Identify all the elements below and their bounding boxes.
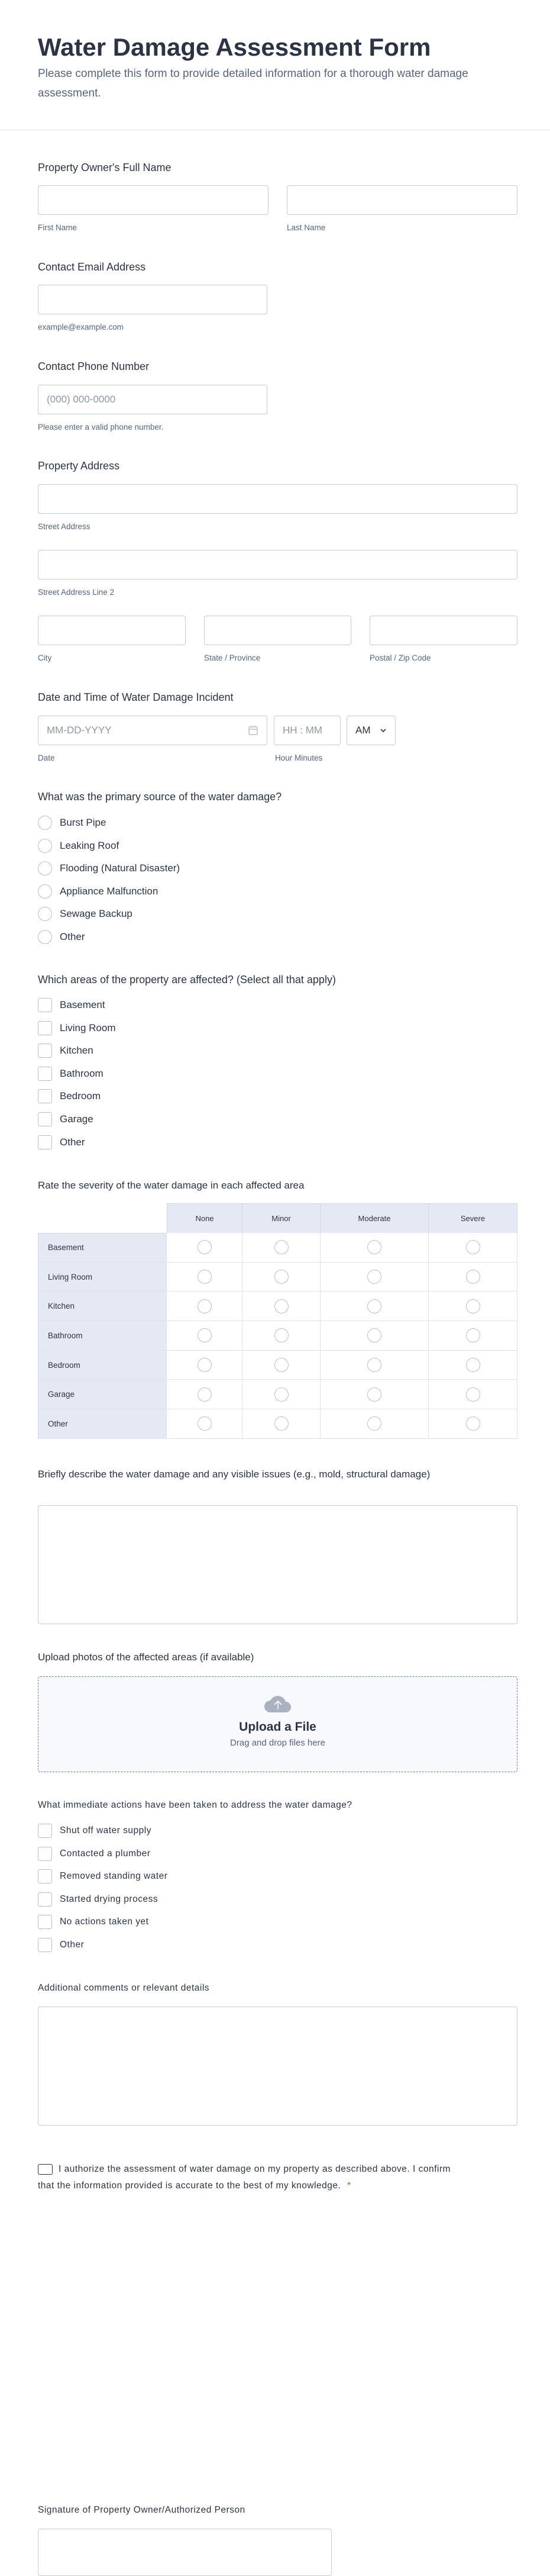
- full-name-label: Property Owner's Full Name: [38, 162, 172, 173]
- matrix-row: [38, 1380, 517, 1409]
- describe-label: Briefly describe the water damage and any visible issues (e.g., mold, structural damage): [38, 1469, 431, 1480]
- matrix-row-label: Bathroom: [38, 1321, 167, 1351]
- consent-block: [38, 2161, 464, 2194]
- city-input[interactable]: [38, 616, 186, 645]
- last-name-input[interactable]: [287, 185, 517, 215]
- time-placeholder: HH : MM: [283, 724, 323, 736]
- matrix-radio[interactable]: [198, 1299, 212, 1313]
- checkbox[interactable]: [38, 1112, 52, 1126]
- matrix-radio[interactable]: [367, 1240, 381, 1254]
- matrix-row: [38, 1321, 517, 1351]
- consent-text: I authorize the assessment of water damage on my property as described above. I confirm that the information provided is accurate to the best of my knowledge.: [38, 2164, 451, 2191]
- date-sublabel: Date: [38, 754, 55, 762]
- radio-button[interactable]: [38, 930, 52, 944]
- phone-placeholder: (000) 000-0000: [47, 394, 116, 405]
- matrix-radio[interactable]: [466, 1358, 480, 1372]
- actions-option[interactable]: [38, 1822, 151, 1839]
- matrix-row: [38, 1233, 517, 1263]
- option-label: Other: [60, 931, 85, 942]
- areas-option[interactable]: [38, 1065, 103, 1082]
- matrix-row: [38, 1351, 517, 1380]
- comments-label: Additional comments or relevant details: [38, 1983, 210, 1993]
- page-title: Water Damage Assessment Form: [38, 33, 431, 61]
- source-option[interactable]: [38, 929, 85, 945]
- source-option[interactable]: [38, 883, 158, 900]
- option-label: Kitchen: [60, 1045, 93, 1057]
- matrix-cell: [321, 1292, 429, 1321]
- matrix-radio[interactable]: [274, 1240, 289, 1254]
- matrix-cell: [429, 1263, 517, 1292]
- matrix-radio[interactable]: [274, 1328, 289, 1342]
- matrix-cell: [242, 1233, 321, 1263]
- matrix-radio[interactable]: [466, 1416, 480, 1431]
- checkbox[interactable]: [38, 1892, 52, 1907]
- source-option[interactable]: [38, 860, 180, 877]
- matrix-radio[interactable]: [274, 1387, 289, 1402]
- matrix-cell: [167, 1292, 242, 1321]
- option-label: Basement: [60, 999, 105, 1010]
- email-helper: example@example.com: [38, 323, 124, 331]
- actions-option[interactable]: [38, 1914, 148, 1930]
- email-label: Contact Email Address: [38, 261, 146, 273]
- source-label: What was the primary source of the water damage?: [38, 791, 282, 803]
- matrix-radio[interactable]: [466, 1240, 480, 1254]
- source-option[interactable]: [38, 906, 132, 922]
- matrix-row: [38, 1263, 517, 1292]
- areas-option[interactable]: [38, 1111, 93, 1128]
- matrix-radio[interactable]: [198, 1416, 212, 1431]
- time-sublabel: Hour Minutes: [275, 754, 323, 762]
- checkbox[interactable]: [38, 1067, 52, 1081]
- email-input[interactable]: [38, 285, 267, 314]
- matrix-cell: [321, 1321, 429, 1351]
- matrix-radio[interactable]: [466, 1328, 480, 1342]
- option-label: Burst Pipe: [60, 817, 106, 828]
- matrix-cell: [429, 1380, 517, 1409]
- first-name-sublabel: First Name: [38, 223, 77, 232]
- street-sublabel: Street Address: [38, 522, 90, 531]
- matrix-cell: [167, 1321, 242, 1351]
- matrix-radio[interactable]: [198, 1387, 212, 1402]
- signature-label: Signature of Property Owner/Authorized Person: [38, 2505, 245, 2515]
- describe-textarea[interactable]: [38, 1505, 517, 1624]
- matrix-row: [38, 1292, 517, 1321]
- ampm-select[interactable]: [347, 716, 396, 745]
- matrix-cell: [167, 1233, 242, 1263]
- checkbox[interactable]: [38, 998, 52, 1012]
- areas-option[interactable]: [38, 1042, 93, 1059]
- option-label: Appliance Malfunction: [60, 885, 158, 897]
- signature-pad[interactable]: [38, 2529, 332, 2576]
- matrix-radio[interactable]: [367, 1416, 381, 1431]
- page-subtitle: Please complete this form to provide detailed information for a thorough water damage assessment.: [38, 67, 468, 99]
- radio-button[interactable]: [38, 907, 52, 921]
- date-input[interactable]: [38, 716, 267, 745]
- matrix-cell: [321, 1351, 429, 1380]
- matrix-column-header: Severe: [429, 1203, 517, 1233]
- ampm-value: AM: [355, 724, 371, 736]
- severity-matrix: [38, 1203, 517, 1439]
- calendar-icon[interactable]: [248, 725, 258, 736]
- option-label: Sewage Backup: [60, 908, 132, 920]
- matrix-row-label: Garage: [38, 1380, 167, 1409]
- matrix-cell: [429, 1321, 517, 1351]
- severity-label: Rate the severity of the water damage in each affected area: [38, 1180, 305, 1191]
- option-label: Shut off water supply: [60, 1825, 151, 1836]
- matrix-radio[interactable]: [367, 1358, 381, 1372]
- matrix-column-header: Minor: [242, 1203, 321, 1233]
- matrix-radio[interactable]: [198, 1328, 212, 1342]
- matrix-radio[interactable]: [466, 1270, 480, 1284]
- street2-sublabel: Street Address Line 2: [38, 588, 115, 597]
- checkbox[interactable]: [38, 1847, 52, 1861]
- actions-option[interactable]: [38, 1937, 84, 1953]
- radio-button[interactable]: [38, 839, 52, 853]
- areas-option[interactable]: [38, 1088, 101, 1105]
- radio-button[interactable]: [38, 816, 52, 830]
- actions-option[interactable]: [38, 1846, 150, 1862]
- option-label: Living Room: [60, 1022, 116, 1033]
- postal-sublabel: Postal / Zip Code: [370, 653, 431, 662]
- option-label: Started drying process: [60, 1894, 158, 1904]
- radio-button[interactable]: [38, 884, 52, 899]
- address-label: Property Address: [38, 460, 120, 472]
- matrix-cell: [167, 1409, 242, 1439]
- checkbox[interactable]: [38, 1824, 52, 1838]
- consent-checkbox[interactable]: [38, 2164, 53, 2175]
- matrix-cell: [321, 1409, 429, 1439]
- actions-option[interactable]: [38, 1891, 158, 1908]
- matrix-radio[interactable]: [274, 1299, 289, 1313]
- time-input[interactable]: [274, 716, 341, 745]
- upload-title: Upload a File: [239, 1720, 316, 1734]
- street-input[interactable]: [38, 484, 517, 514]
- phone-label: Contact Phone Number: [38, 360, 150, 372]
- matrix-cell: [242, 1409, 321, 1439]
- matrix-radio[interactable]: [198, 1270, 212, 1284]
- matrix-cell: [321, 1233, 429, 1263]
- last-name-sublabel: Last Name: [287, 223, 326, 232]
- areas-option[interactable]: [38, 1020, 116, 1036]
- matrix-cell: [429, 1233, 517, 1263]
- matrix-cell: [429, 1292, 517, 1321]
- matrix-row-label: Basement: [38, 1233, 167, 1263]
- option-label: Leaking Roof: [60, 839, 119, 851]
- matrix-radio[interactable]: [274, 1358, 289, 1372]
- first-name-input[interactable]: [38, 185, 268, 215]
- datetime-label: Date and Time of Water Damage Incident: [38, 691, 234, 703]
- matrix-row-label: Kitchen: [38, 1292, 167, 1321]
- matrix-radio[interactable]: [274, 1270, 289, 1284]
- upload-dropzone[interactable]: [38, 1676, 517, 1772]
- checkbox[interactable]: [38, 1089, 52, 1103]
- checkbox[interactable]: [38, 1021, 52, 1035]
- matrix-radio[interactable]: [198, 1240, 212, 1254]
- upload-hint: Drag and drop files here: [230, 1738, 325, 1748]
- checkbox[interactable]: [38, 1915, 52, 1929]
- option-label: Garage: [60, 1113, 93, 1125]
- option-label: Bedroom: [60, 1090, 101, 1102]
- matrix-cell: [242, 1263, 321, 1292]
- option-label: Other: [60, 1940, 85, 1950]
- required-asterisk: *: [347, 2181, 351, 2191]
- option-label: No actions taken yet: [60, 1917, 149, 1927]
- postal-input[interactable]: [370, 616, 517, 645]
- option-label: Bathroom: [60, 1067, 103, 1079]
- option-label: Removed standing water: [60, 1871, 168, 1882]
- matrix-radio[interactable]: [367, 1328, 381, 1342]
- matrix-cell: [242, 1351, 321, 1380]
- matrix-cell: [429, 1351, 517, 1380]
- matrix-cell: [242, 1321, 321, 1351]
- areas-option[interactable]: [38, 997, 105, 1013]
- matrix-corner: [38, 1203, 167, 1233]
- matrix-cell: [429, 1409, 517, 1439]
- upload-label: Upload photos of the affected areas (if available): [38, 1651, 254, 1663]
- matrix-radio[interactable]: [367, 1387, 381, 1402]
- state-input[interactable]: [204, 616, 351, 645]
- cloud-upload-icon: [263, 1693, 293, 1714]
- source-option[interactable]: [38, 814, 106, 831]
- matrix-radio[interactable]: [367, 1299, 381, 1313]
- checkbox[interactable]: [38, 1135, 52, 1149]
- matrix-radio[interactable]: [466, 1387, 480, 1402]
- radio-button[interactable]: [38, 861, 52, 875]
- matrix-cell: [167, 1351, 242, 1380]
- matrix-cell: [242, 1380, 321, 1409]
- matrix-column-header: None: [167, 1203, 242, 1233]
- phone-input[interactable]: [38, 385, 267, 414]
- areas-option[interactable]: [38, 1134, 85, 1151]
- checkbox[interactable]: [38, 1938, 52, 1952]
- matrix-row: [38, 1409, 517, 1439]
- matrix-radio[interactable]: [274, 1416, 289, 1431]
- matrix-cell: [167, 1380, 242, 1409]
- phone-helper: Please enter a valid phone number.: [38, 423, 164, 432]
- matrix-row-label: Living Room: [38, 1263, 167, 1292]
- matrix-cell: [321, 1263, 429, 1292]
- checkbox[interactable]: [38, 1869, 52, 1883]
- matrix-cell: [321, 1380, 429, 1409]
- matrix-row-label: Bedroom: [38, 1351, 167, 1380]
- actions-label: What immediate actions have been taken to address the water damage?: [38, 1800, 352, 1810]
- state-sublabel: State / Province: [204, 653, 261, 662]
- comments-textarea[interactable]: [38, 2007, 517, 2126]
- date-placeholder: MM-DD-YYYY: [47, 724, 112, 736]
- option-label: Flooding (Natural Disaster): [60, 862, 180, 874]
- matrix-row-label: Other: [38, 1409, 167, 1439]
- actions-option[interactable]: [38, 1868, 167, 1885]
- city-sublabel: City: [38, 653, 52, 662]
- matrix-radio[interactable]: [198, 1358, 212, 1372]
- source-option[interactable]: [38, 838, 119, 854]
- option-label: Other: [60, 1136, 85, 1148]
- matrix-radio[interactable]: [367, 1270, 381, 1284]
- areas-label: Which areas of the property are affected? (Select all that apply): [38, 974, 336, 986]
- option-label: Contacted a plumber: [60, 1848, 151, 1859]
- street2-input[interactable]: [38, 550, 517, 579]
- matrix-radio[interactable]: [466, 1299, 480, 1313]
- chevron-down-icon: [380, 728, 387, 733]
- checkbox[interactable]: [38, 1044, 52, 1058]
- matrix-column-header: Moderate: [321, 1203, 429, 1233]
- matrix-cell: [167, 1263, 242, 1292]
- matrix-cell: [242, 1292, 321, 1321]
